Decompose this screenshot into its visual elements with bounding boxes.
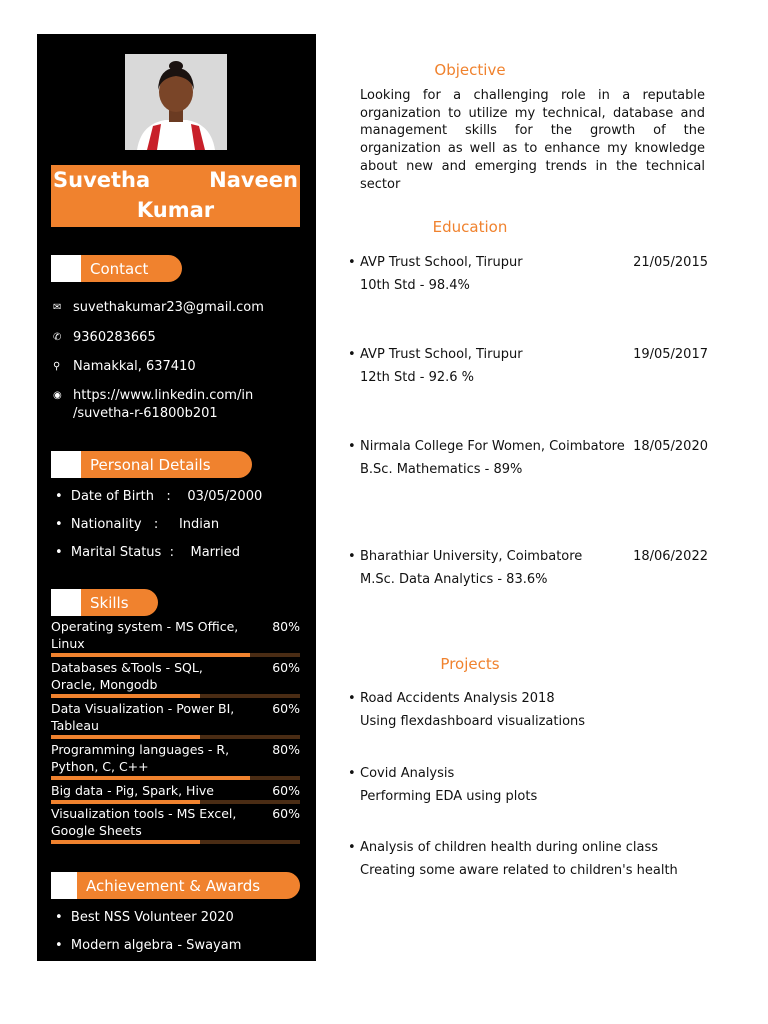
project-title: Covid Analysis — [360, 766, 455, 781]
first-name: Suvetha — [53, 168, 151, 192]
skill-percent: 60% — [272, 660, 300, 675]
contact-linkedin[interactable] — [53, 387, 303, 423]
skill-percent: 60% — [272, 806, 300, 821]
objective-text: Looking for a challenging role in a reputable organization to utilize my technical, database and management skills for the growth of the organization as well as to enhance my knowledge about new and emerging trends in the technical sector — [360, 88, 705, 192]
nationality-item: • Nationality : Indian — [55, 517, 220, 532]
bullet: • — [348, 840, 356, 855]
profile-photo — [125, 54, 227, 150]
skill-bar-fill — [51, 735, 200, 739]
qualification: B.Sc. Mathematics - 89% — [360, 462, 523, 477]
achievements-heading — [51, 872, 300, 899]
bullet: • — [348, 691, 356, 706]
skill-bar — [51, 840, 300, 844]
skill-label-cont: Google Sheets — [51, 823, 142, 838]
heading-marker — [51, 255, 81, 282]
institution: Bharathiar University, Coimbatore — [360, 549, 583, 564]
skill-bar-fill — [51, 800, 200, 804]
qualification: 10th Std - 98.4% — [360, 278, 470, 293]
projects-heading: Projects — [440, 655, 500, 673]
project-detail: Using flexdashboard visualizations — [360, 714, 586, 729]
skill-label-cont: Tableau — [51, 718, 99, 733]
qualification: M.Sc. Data Analytics - 83.6% — [360, 572, 548, 587]
skill-item — [51, 700, 300, 739]
skill-bar — [51, 735, 300, 739]
email-text: suvethakumar23@gmail.com — [73, 300, 264, 315]
skill-bar-fill — [51, 694, 200, 698]
personal-details-heading-label: Personal Details — [90, 455, 211, 474]
bullet: • — [348, 347, 356, 362]
heading-marker — [51, 589, 81, 616]
project-item — [348, 690, 718, 731]
skill-label: Visualization tools - MS Excel, — [51, 806, 237, 821]
heading-marker — [51, 872, 77, 899]
skill-bar-fill — [51, 776, 250, 780]
qualification: 12th Std - 92.6 % — [360, 370, 474, 385]
heading-marker — [51, 451, 81, 478]
linkedin-text-line2: /suvetha-r-61800b201 — [73, 406, 218, 421]
skill-percent: 80% — [272, 619, 300, 634]
achievement-item: • Best NSS Volunteer 2020 — [55, 910, 234, 925]
contact-location — [53, 358, 303, 376]
project-item — [348, 839, 718, 880]
skill-label-cont: Python, C, C++ — [51, 759, 149, 774]
date: 19/05/2017 — [633, 347, 708, 362]
institution: Nirmala College For Women, Coimbatore — [360, 439, 625, 454]
education-item — [348, 548, 708, 589]
project-title: Road Accidents Analysis 2018 — [360, 691, 555, 706]
skill-item — [51, 741, 300, 780]
marital-status-item: • Marital Status : Married — [55, 545, 240, 560]
objective-heading: Objective — [434, 61, 506, 79]
skill-percent: 60% — [272, 783, 300, 798]
education-heading: Education — [432, 218, 508, 236]
skill-label-cont: Oracle, Mongodb — [51, 677, 158, 692]
education-item — [348, 438, 708, 479]
personal-details-heading — [51, 451, 252, 478]
phone-icon: ✆ — [53, 332, 62, 343]
contact-phone[interactable] — [53, 329, 303, 347]
skill-item — [51, 805, 300, 844]
skill-bar — [51, 800, 300, 804]
phone-text: 9360283665 — [73, 330, 156, 345]
bullet: • — [348, 549, 356, 564]
skill-percent: 60% — [272, 701, 300, 716]
skill-bar-fill — [51, 653, 250, 657]
contact-heading — [51, 255, 182, 282]
email-icon: ✉ — [53, 302, 62, 313]
linkedin-icon: ◉ — [53, 390, 62, 401]
linkedin-text-line1: https://www.linkedin.com/in — [73, 388, 254, 403]
skill-label: Big data - Pig, Spark, Hive — [51, 783, 215, 798]
project-item — [348, 765, 718, 806]
education-item — [348, 346, 708, 387]
location-pin-icon: ⚲ — [53, 361, 61, 372]
skills-heading-label: Skills — [90, 593, 129, 612]
skill-bar — [51, 694, 300, 698]
skill-percent: 80% — [272, 742, 300, 757]
dob-item: • Date of Birth : 03/05/2000 — [55, 489, 263, 504]
date: 18/06/2022 — [633, 549, 708, 564]
skill-bar — [51, 653, 300, 657]
skill-item — [51, 618, 300, 657]
skill-label-cont: Linux — [51, 636, 85, 651]
contact-email[interactable] — [53, 299, 303, 317]
date: 21/05/2015 — [633, 255, 708, 270]
skill-label: Programming languages - R, — [51, 742, 230, 757]
skill-label: Operating system - MS Office, — [51, 619, 239, 634]
date: 18/05/2020 — [633, 439, 708, 454]
skill-label: Databases &Tools - SQL, — [51, 660, 203, 675]
bullet: • — [348, 255, 356, 270]
location-text: Namakkal, 637410 — [73, 359, 196, 374]
middle-name: Naveen — [209, 168, 298, 192]
education-item — [348, 254, 708, 295]
achievement-item: • Modern algebra - Swayam — [55, 938, 242, 953]
achievements-heading-label: Achievement & Awards — [86, 876, 261, 895]
skills-heading — [51, 589, 158, 616]
bullet: • — [348, 439, 356, 454]
contact-heading-label: Contact — [90, 259, 149, 278]
last-name: Kumar — [136, 198, 215, 222]
bullet: • — [348, 766, 356, 781]
project-detail: Creating some aware related to children's health — [360, 863, 678, 878]
sidebar — [37, 34, 316, 961]
institution: AVP Trust School, Tirupur — [360, 347, 523, 362]
name-banner — [51, 165, 300, 227]
skill-label: Data Visualization - Power BI, — [51, 701, 235, 716]
skill-bar — [51, 776, 300, 780]
project-detail: Performing EDA using plots — [360, 789, 538, 804]
skill-item — [51, 782, 300, 804]
skill-bar-fill — [51, 840, 200, 844]
skill-item — [51, 659, 300, 698]
project-title: Analysis of children health during online class — [360, 840, 659, 855]
institution: AVP Trust School, Tirupur — [360, 255, 523, 270]
